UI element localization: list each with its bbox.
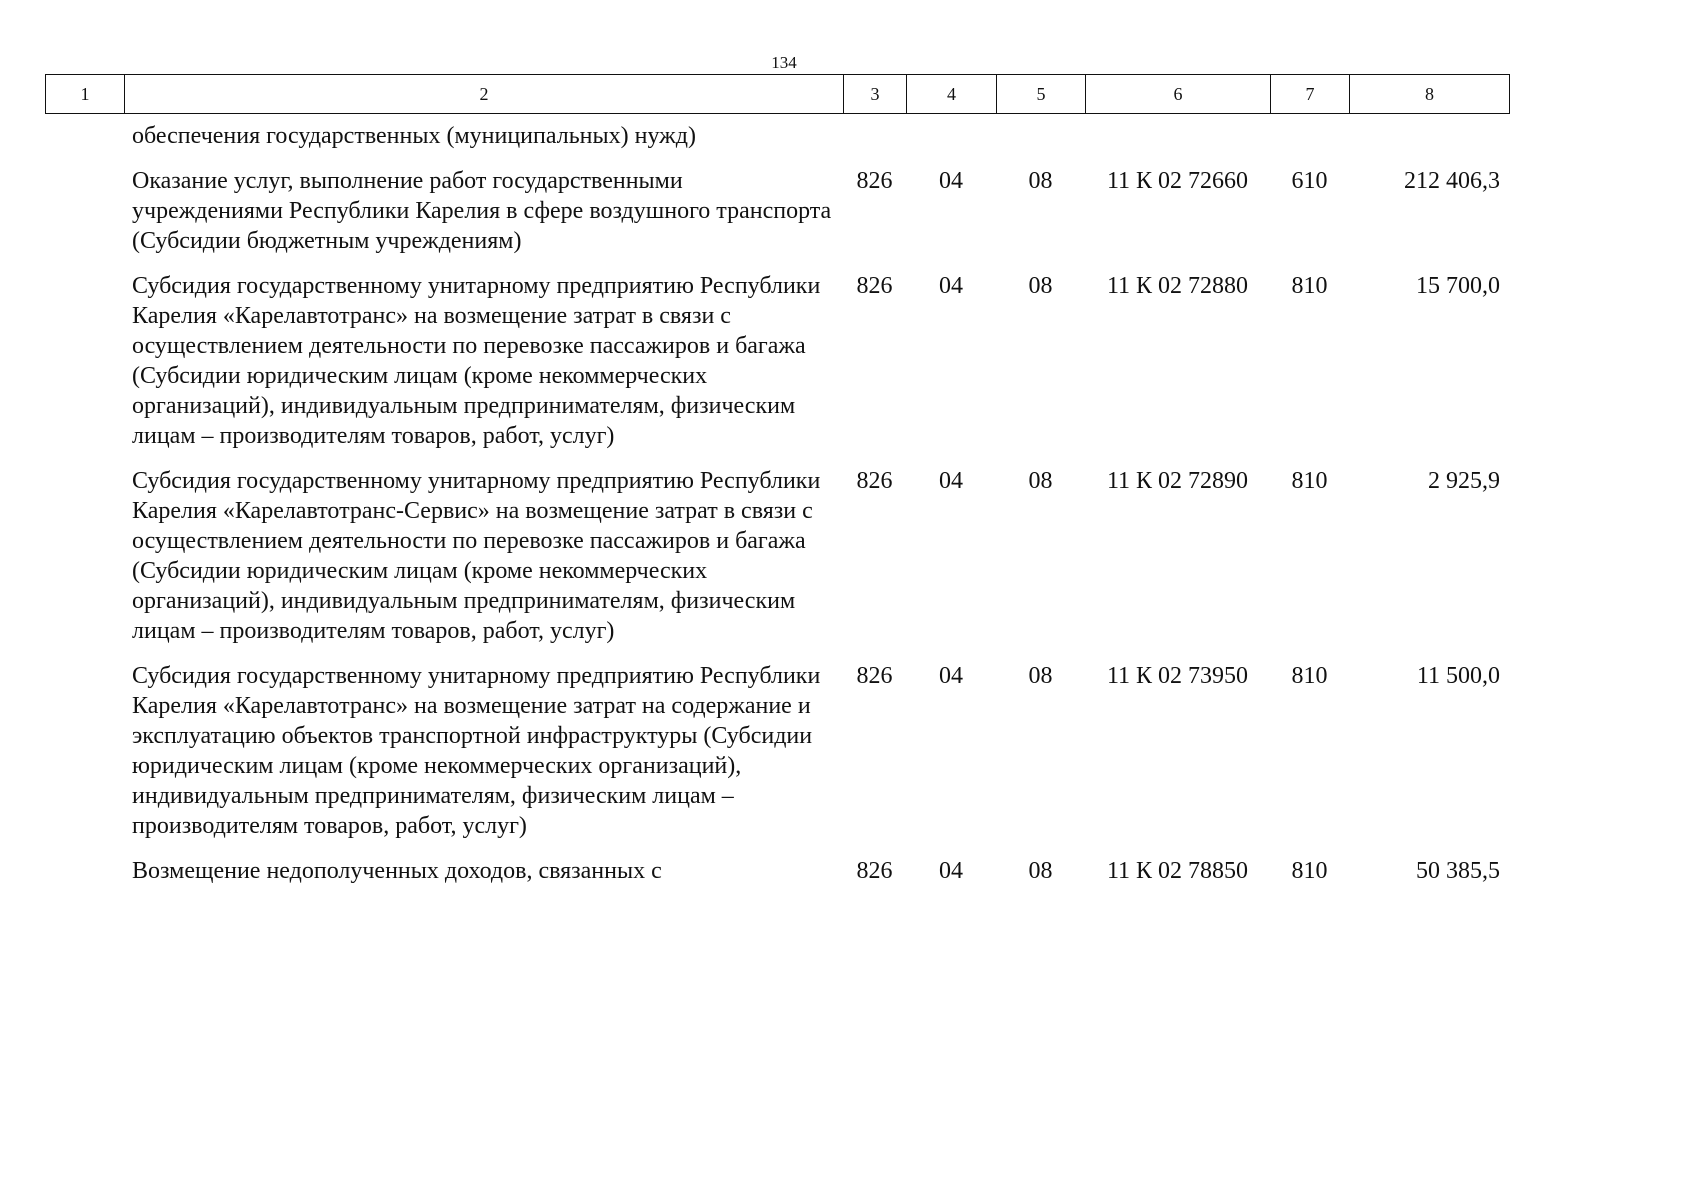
row-department-code (843, 121, 906, 166)
row-expense-type-code: 810 (1291, 663, 1328, 689)
row-department-code: 826 (856, 168, 893, 194)
row-expense-type-code: 810 (1291, 273, 1328, 299)
row-description: Субсидия государственному унитарному предприятию Республики Карелия «Карелавтотранс-Сервис» на возмещение затрат в связи с осуществлением деятельности по перевозке пассажиров и багажа (Субсидии юридическим лицам (кроме некоммерческих организаций), индивидуальным предпринимателям, физическим лицам – производителям товаров, работ, услуг) (132, 468, 821, 644)
row-department-code: 826 (856, 273, 893, 299)
row-amount: 11 500,0 (1416, 663, 1500, 689)
row-subsection-code: 08 (1028, 273, 1053, 299)
column-header-2: 2 (125, 75, 844, 114)
column-header-8: 8 (1350, 75, 1510, 114)
row-target-item-code (1085, 121, 1270, 166)
row-section-code (906, 121, 996, 166)
column-header-table (45, 74, 1510, 114)
column-header-4: 4 (907, 75, 997, 114)
row-target-item-code: 11 К 02 78850 (1106, 858, 1249, 884)
row-section-code: 04 (939, 663, 963, 689)
row-target-item-code: 11 К 02 73950 (1106, 663, 1249, 689)
table-row (45, 271, 1509, 466)
table-row (45, 466, 1509, 661)
row-amount: 15 700,0 (1416, 273, 1500, 299)
column-header-6: 6 (1086, 75, 1271, 114)
row-section-code: 04 (939, 858, 963, 884)
row-description: обеспечения государственных (муниципальных) нужд) (132, 123, 696, 149)
column-header-3: 3 (844, 75, 907, 114)
column-header-5: 5 (997, 75, 1086, 114)
row-section-code: 04 (939, 273, 963, 299)
row-subsection-code (996, 121, 1085, 166)
row-expense-type-code: 610 (1291, 168, 1328, 194)
column-header-row (46, 75, 1510, 114)
row-expense-type-code: 810 (1291, 468, 1328, 494)
row-description: Субсидия государственному унитарному предприятию Республики Карелия «Карелавтотранс» на возмещение затрат на содержание и эксплуатацию объектов транспортной инфраструктуры (Субсидии юридическим лицам (кроме некоммерческих организаций), индивидуальным предпринимателям, физическим лицам – производителям товаров, работ, услуг) (132, 663, 821, 839)
table-row (45, 856, 1509, 901)
row-target-item-code: 11 К 02 72890 (1106, 468, 1249, 494)
row-subsection-code: 08 (1028, 168, 1053, 194)
row-section-code: 04 (939, 168, 963, 194)
row-description: Субсидия государственному унитарному предприятию Республики Карелия «Карелавтотранс» на возмещение затрат в связи с осуществлением деятельности по перевозке пассажиров и багажа (Субсидии юридическим лицам (кроме некоммерческих организаций), индивидуальным предпринимателям, физическим лицам – производителям товаров, работ, услуг) (132, 273, 821, 449)
table-row (45, 121, 1509, 166)
row-department-code: 826 (856, 858, 893, 884)
row-expense-type-code: 810 (1291, 858, 1328, 884)
row-description: Оказание услуг, выполнение работ государственными учреждениями Республики Карелия в сфере воздушного транспорта (Субсидии бюджетным учреждениям) (132, 168, 832, 254)
row-description: Возмещение недополученных доходов, связанных с (132, 858, 662, 884)
row-subsection-code: 08 (1028, 468, 1053, 494)
table-row (45, 661, 1509, 856)
budget-table (45, 121, 1509, 901)
column-header-1: 1 (46, 75, 125, 114)
column-header-7: 7 (1271, 75, 1350, 114)
row-department-code: 826 (856, 663, 893, 689)
row-target-item-code: 11 К 02 72660 (1106, 168, 1249, 194)
row-amount: 50 385,5 (1416, 858, 1500, 884)
row-amount: 2 925,9 (1428, 468, 1500, 494)
row-amount (1349, 121, 1509, 166)
row-subsection-code: 08 (1028, 858, 1053, 884)
row-target-item-code: 11 К 02 72880 (1106, 273, 1249, 299)
row-subsection-code: 08 (1028, 663, 1053, 689)
row-amount: 212 406,3 (1404, 168, 1500, 194)
row-expense-type-code (1270, 121, 1349, 166)
row-section-code: 04 (939, 468, 963, 494)
row-department-code: 826 (856, 468, 893, 494)
table-row (45, 166, 1509, 271)
page-number: 134 (771, 53, 797, 72)
